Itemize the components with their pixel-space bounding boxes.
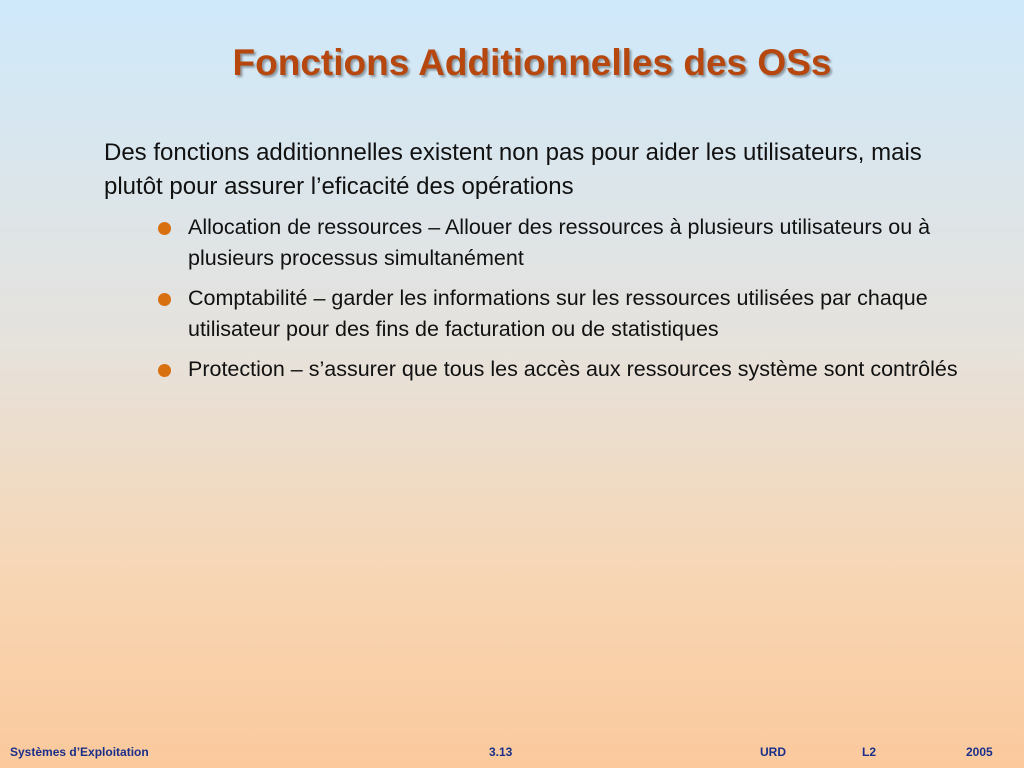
footer-year: 2005 bbox=[966, 745, 993, 759]
bullet-text: Allocation de ressources – Allouer des ressources à plusieurs utilisateurs ou à plusieurs processus simultanément bbox=[188, 215, 931, 270]
slide-title: Fonctions Additionnelles des OSs bbox=[232, 42, 832, 83]
footer-org: URD bbox=[760, 745, 786, 759]
bullet-dot-icon bbox=[158, 222, 171, 235]
bullet-list bbox=[158, 212, 978, 394]
bullet-dot-icon bbox=[158, 364, 171, 377]
bullet-item bbox=[158, 283, 978, 345]
footer-course: Systèmes d’Exploitation bbox=[10, 745, 149, 759]
bullet-text: Protection – s’assurer que tous les accès aux ressources système sont contrôlés bbox=[188, 357, 958, 381]
bullet-item bbox=[158, 212, 978, 274]
bullet-item bbox=[158, 354, 978, 385]
intro-paragraph: Des fonctions additionnelles existent non pas pour aider les utilisateurs, mais plutôt pour assurer l’eficacité des opérations bbox=[104, 139, 922, 200]
bullet-dot-icon bbox=[158, 293, 171, 306]
bullet-text: Comptabilité – garder les informations sur les ressources utilisées par chaque utilisateur pour des fins de facturation ou de statistiques bbox=[188, 286, 928, 341]
footer-page-number: 3.13 bbox=[489, 745, 513, 759]
footer-level: L2 bbox=[862, 745, 877, 759]
